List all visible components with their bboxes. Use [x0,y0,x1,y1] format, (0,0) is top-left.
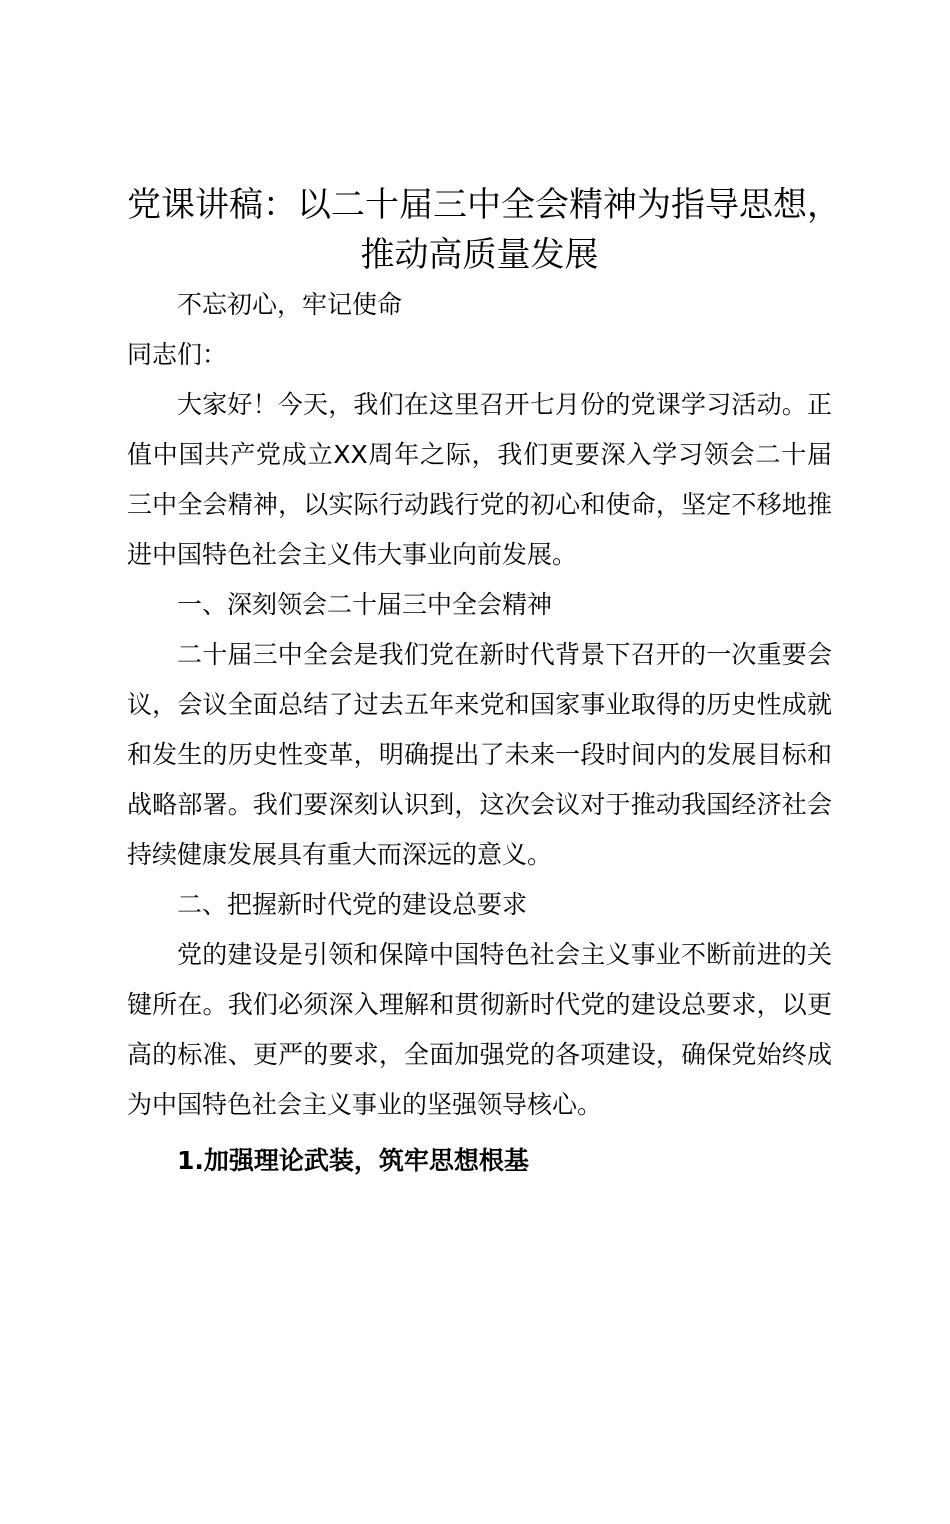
document-subtitle: 不忘初心，牢记使命 [177,290,403,319]
subsection-heading-1: 1.加强理论武装，筑牢思想根基 [177,1146,529,1175]
section-heading-1: 一、深刻领会二十届三中全会精神 [177,590,553,619]
paragraph-section-2: 党的建设是引领和保障中国特色社会主义事业不断前进的关键所在。我们必须深入理解和贯彻新时代党的建设总要求，以更高的标准、更严的要求，全面加强党的各项建设，确保党始终成为中国特色社会主义事业的坚强领导核心。 [127,940,832,1119]
title-line-2: 推动高质量发展 [360,235,599,275]
salutation: 同志们： [127,340,228,369]
document-page [0,180,950,1524]
paragraph-section-1: 二十届三中全会是我们党在新时代背景下召开的一次重要会议，会议全面总结了过去五年来党和国家事业取得的历史性成就和发生的历史性变革，明确提出了未来一段时间内的发展目标和战略部署。我们要深刻认识到，这次会议对于推动我国经济社会持续健康发展具有重大而深远的意义。 [127,640,832,869]
title-line-1: 党课讲稿：以二十届三中全会精神为指导思想， [127,185,841,225]
document-title [127,180,841,280]
section-heading-2: 二、把握新时代党的建设总要求 [177,890,528,919]
paragraph-opening: 大家好！今天，我们在这里召开七月份的党课学习活动。正值中国共产党成立XX周年之际，我们更要深入学习领会二十届三中全会精神，以实际行动践行党的初心和使命，坚定不移地推进中国特色社会主义伟大事业向前发展。 [127,390,832,569]
